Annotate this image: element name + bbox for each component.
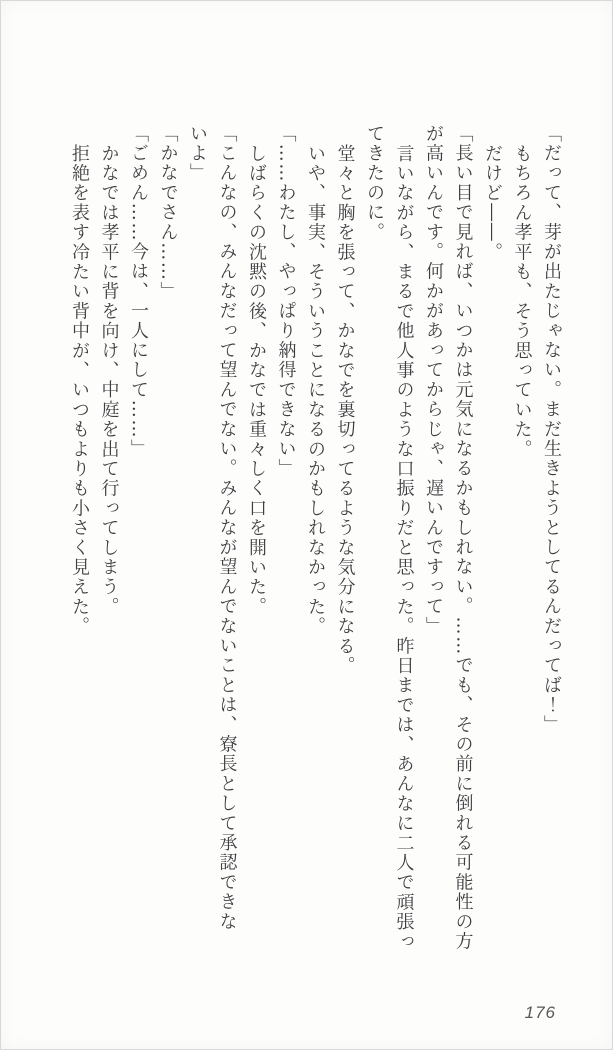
text-line-11: しばらくの沈黙の後、かなでは重々しく口を開いた。: [246, 143, 267, 617]
page-number: 176: [524, 1003, 556, 1022]
text-line-8: 堂々と胸を張って、かなでを裏切ってるような気分になる。: [334, 143, 356, 676]
text-line-9: いや、事実、そういうことになるのかもしれなかった。: [305, 143, 326, 637]
text-line-13: いよ」: [187, 124, 208, 184]
text-line-15: 「ごめん……今は、一人にして……」: [128, 124, 149, 459]
text-line-16: かなでは孝平に背を向け、中庭を出て行ってしまう。: [98, 143, 120, 617]
text-line-14: 「かなでさん……」: [157, 124, 179, 302]
text-line-5: が高いんです。何かがあってからじゃ、遅いんですって」: [423, 124, 444, 637]
text-line-17: 拒絶を表す冷たい背中が、いつもよりも小さく見えた。: [69, 143, 90, 637]
text-body: [65, 124, 567, 956]
text-line-1: 「だって、芽が出たじゃない。まだ生きようとしてるんだってば！」: [541, 124, 562, 735]
text-line-12: 「こんなの、みんなだって望んでない。みんなが望んでないことは、寮長として承認できな: [216, 124, 238, 932]
text-line-7: てきたのに。: [364, 124, 385, 243]
text-line-10: 「……わたし、やっぱり納得できない」: [275, 124, 297, 479]
text-line-2: もちろん孝平も、そう思っていた。: [511, 143, 533, 459]
text-line-4: 「長い目で見れば、いつかは元気になるかもしれない。……でも、その前に倒れる可能性の方: [452, 124, 474, 952]
text-line-6: 言いながら、まるで他人事のような口振りだと思った。昨日までは、あんなに二人で頑張っ: [393, 143, 415, 952]
text-line-3: だけど――。: [482, 143, 503, 262]
